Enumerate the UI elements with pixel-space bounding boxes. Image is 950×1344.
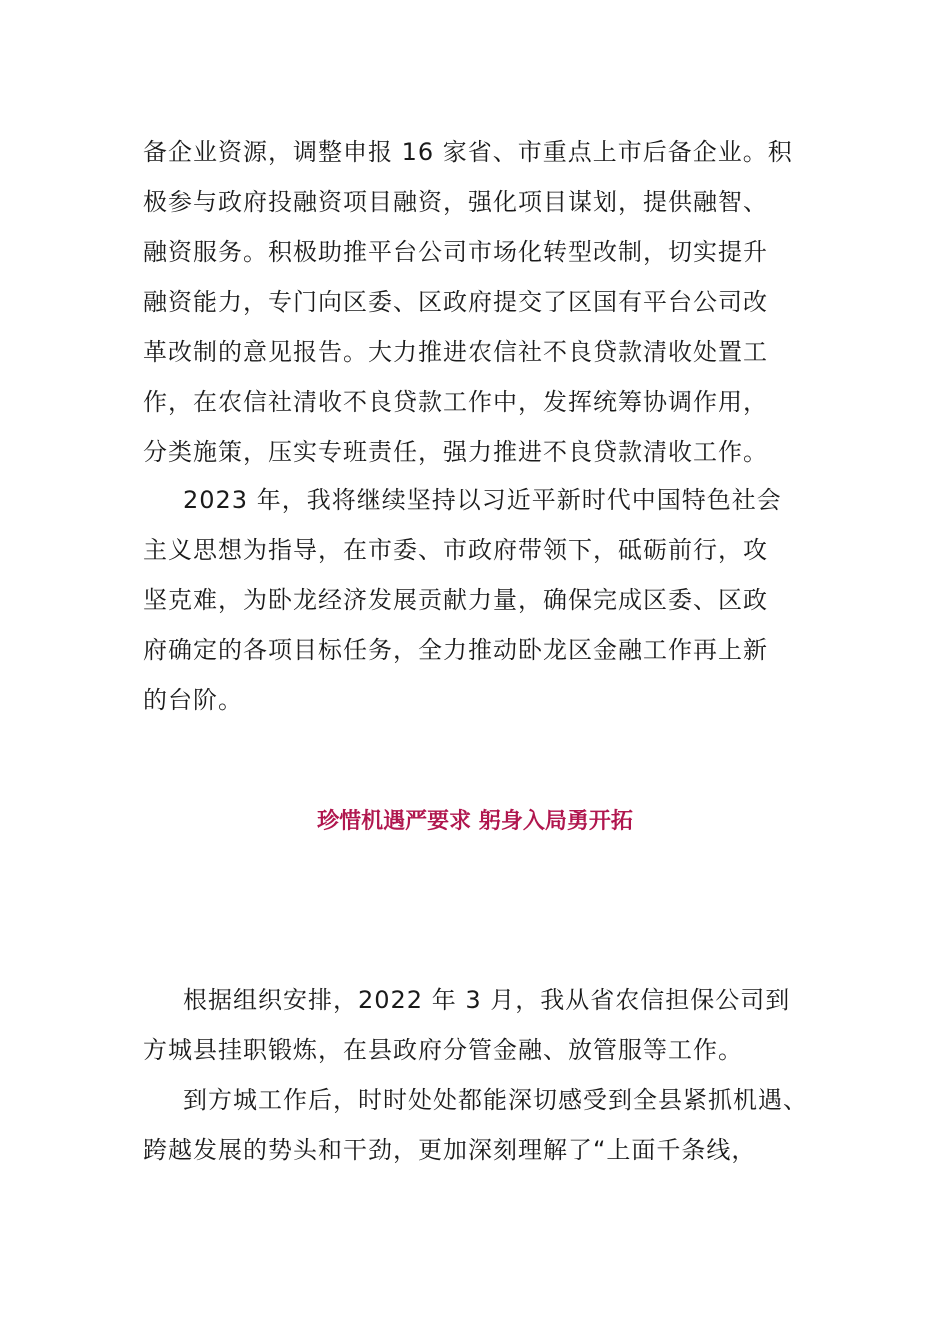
text-line: 府确定的各项目标任务，全力推动卧龙区金融工作再上新 [143, 636, 768, 664]
text-line: 主义思想为指导，在市委、市政府带领下，砥砺前行，攻 [143, 536, 768, 564]
text-line: 跨越发展的势头和干劲，更加深刻理解了“上面千条线， [143, 1136, 757, 1164]
text-line: 融资服务。积极助推平台公司市场化转型改制，切实提升 [143, 238, 768, 266]
text-line: 2023 年，我将继续坚持以习近平新时代中国特色社会 [183, 486, 782, 514]
text-line: 备企业资源，调整申报 16 家省、市重点上市后备企业。积 [143, 138, 793, 166]
text-line: 到方城工作后，时时处处都能深切感受到全县紧抓机遇、 [183, 1086, 808, 1114]
text-line: 作，在农信社清收不良贷款工作中，发挥统筹协调作用， [143, 388, 768, 416]
text-line: 坚克难，为卧龙经济发展贡献力量，确保完成区委、区政 [143, 586, 768, 614]
text-line: 的台阶。 [143, 686, 243, 714]
text-line: 融资能力，专门向区委、区政府提交了区国有平台公司改 [143, 288, 768, 316]
text-line: 分类施策，压实专班责任，强力推进不良贷款清收工作。 [143, 438, 768, 466]
text-line: 根据组织安排，2022 年 3 月，我从省农信担保公司到 [183, 986, 791, 1014]
text-line: 极参与政府投融资项目融资，强化项目谋划，提供融智、 [143, 188, 768, 216]
text-line: 革改制的意见报告。大力推进农信社不良贷款清收处置工 [143, 338, 768, 366]
text-line: 方城县挂职锻炼，在县政府分管金融、放管服等工作。 [143, 1036, 743, 1064]
section-title: 珍惜机遇严要求 躬身入局勇开拓 [317, 809, 633, 834]
